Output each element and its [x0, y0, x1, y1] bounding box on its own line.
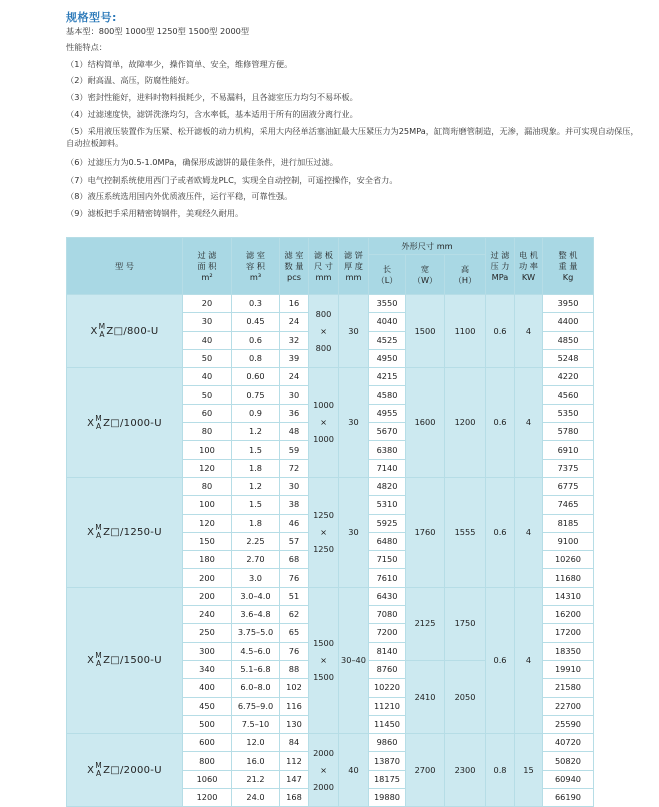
- model-label: [90, 322, 159, 340]
- cell-volume: 1.2: [232, 423, 280, 441]
- cell-volume: 2.25: [232, 532, 280, 550]
- cell-volume: 6.75–9.0: [232, 697, 280, 715]
- cell-weight: 18350: [543, 642, 594, 660]
- cell-length: 8140: [369, 642, 406, 660]
- cell-weight: 22700: [543, 697, 594, 715]
- cell-length: 5670: [369, 423, 406, 441]
- cell-area: 800: [183, 752, 232, 770]
- col-dims: 外形尺寸 mm: [369, 238, 486, 255]
- feature-item: （6）过滤压力为0.5-1.0MPa，确保形成滤饼的最佳条件，进行加压过滤。: [66, 157, 338, 167]
- cell-volume: 3.75–5.0: [232, 624, 280, 642]
- col-height: [445, 255, 486, 295]
- cell-length: 7200: [369, 624, 406, 642]
- cell-width: 1600: [406, 368, 445, 478]
- cell-width: 1760: [406, 477, 445, 587]
- cell-length: 13870: [369, 752, 406, 770]
- cell-count: 38: [280, 496, 309, 514]
- col-area: [183, 238, 232, 295]
- model-name: [67, 587, 183, 733]
- col-model: 型 号: [67, 238, 183, 295]
- cell-pressure: 0.8: [486, 734, 515, 807]
- cell-cake: 30: [339, 295, 369, 368]
- feature-item: （8）液压系统选用国内外优质液压件，运行平稳，可靠性强。: [66, 191, 293, 201]
- cell-area: 150: [183, 532, 232, 550]
- cell-length: 4525: [369, 331, 406, 349]
- cell-length: 10220: [369, 679, 406, 697]
- cell-length: 5310: [369, 496, 406, 514]
- feature-item: （5）采用液压装置作为压紧、松开滤板的动力机构，采用大内径单活塞油缸最大压紧压力为25MPa，缸筒珩磨管制造，无渗，漏油现象。并可实现自动保压，自动拉板卸料。: [66, 126, 639, 148]
- cell-pressure: 0.6: [486, 295, 515, 368]
- cell-area: 180: [183, 551, 232, 569]
- cell-count: 68: [280, 551, 309, 569]
- model-sub: A: [95, 769, 102, 779]
- feature-item: （3）密封性能好，进料时物料损耗少，不易漏料，且各滤室压力均匀不易坏板。: [66, 92, 358, 102]
- cell-power: 4: [515, 477, 543, 587]
- cell-weight: 6910: [543, 441, 594, 459]
- plate-line: ×: [320, 417, 327, 428]
- header-line: 厚 度: [344, 260, 363, 271]
- cell-count: 59: [280, 441, 309, 459]
- model-sub: A: [95, 659, 102, 669]
- cell-volume: 0.45: [232, 313, 280, 331]
- plate-line: 800: [315, 308, 332, 319]
- cell-length: 6430: [369, 587, 406, 605]
- cell-area: 300: [183, 642, 232, 660]
- plate-line: ×: [320, 764, 327, 775]
- cell-volume: 3.0: [232, 569, 280, 587]
- cell-weight: 8185: [543, 514, 594, 532]
- header-line: （W）: [412, 274, 438, 285]
- feature-item: （9）滤板把手采用精密铸钢件，美观经久耐用。: [66, 208, 244, 218]
- cell-weight: 60940: [543, 770, 594, 788]
- cell-volume: 3.0–4.0: [232, 587, 280, 605]
- model-label: [87, 761, 162, 779]
- cell-length: 4040: [369, 313, 406, 331]
- cell-length: 7610: [369, 569, 406, 587]
- feature-item: （7）电气控制系统使用西门子或者欧姆龙PLC，实现全自动控制，可遥控操作，安全省力。: [66, 175, 398, 185]
- cell-area: 200: [183, 569, 232, 587]
- cell-volume: 0.6: [232, 331, 280, 349]
- cell-volume: 0.60: [232, 368, 280, 386]
- cell-volume: 4.5–6.0: [232, 642, 280, 660]
- cell-length: 4950: [369, 349, 406, 367]
- table-row: [67, 368, 594, 386]
- cell-area: 240: [183, 606, 232, 624]
- cell-count: 65: [280, 624, 309, 642]
- header-line: 重 量: [558, 260, 578, 271]
- cell-weight: 4560: [543, 386, 594, 404]
- header-row: [67, 238, 594, 255]
- cell-length: 4955: [369, 404, 406, 422]
- cell-plate: [309, 477, 339, 587]
- cell-area: 30: [183, 313, 232, 331]
- cell-area: 120: [183, 514, 232, 532]
- cell-volume: 1.5: [232, 496, 280, 514]
- model-sup: M: [98, 322, 106, 332]
- cell-volume: 1.8: [232, 459, 280, 477]
- cell-weight: 6775: [543, 477, 594, 495]
- cell-weight: 10260: [543, 551, 594, 569]
- cell-volume: 1.2: [232, 477, 280, 495]
- cell-count: 46: [280, 514, 309, 532]
- cell-pressure: 0.6: [486, 477, 515, 587]
- header-line: 整 机: [558, 249, 578, 260]
- cell-count: 147: [280, 770, 309, 788]
- header-line: KW: [521, 271, 536, 282]
- col-cake: [339, 238, 369, 295]
- cell-weight: 4220: [543, 368, 594, 386]
- table-row: [67, 295, 594, 313]
- cell-weight: 17200: [543, 624, 594, 642]
- cell-area: 600: [183, 734, 232, 752]
- cell-weight: 7465: [543, 496, 594, 514]
- cell-area: 1200: [183, 789, 232, 807]
- header-line: 长: [382, 263, 392, 274]
- header-line: pcs: [287, 271, 301, 282]
- header-line: 尺 寸: [314, 260, 333, 271]
- model-sup: M: [95, 761, 103, 771]
- plate-line: 1500: [313, 671, 334, 682]
- cell-width: 2125: [406, 587, 445, 660]
- cell-area: 400: [183, 679, 232, 697]
- cell-area: 80: [183, 423, 232, 441]
- model-sub-sup: [95, 762, 102, 778]
- header-line: 过 滤: [197, 249, 217, 260]
- cell-volume: 7.5–10: [232, 715, 280, 733]
- cell-length: 19880: [369, 789, 406, 807]
- cell-count: 112: [280, 752, 309, 770]
- cell-count: 72: [280, 459, 309, 477]
- cell-count: 36: [280, 404, 309, 422]
- model-mid: Z□/: [103, 655, 124, 667]
- cell-area: 250: [183, 624, 232, 642]
- cell-volume: 0.8: [232, 349, 280, 367]
- cell-count: 30: [280, 386, 309, 404]
- cell-count: 62: [280, 606, 309, 624]
- header-line: mm: [345, 271, 362, 282]
- cell-plate: [309, 295, 339, 368]
- cell-count: 24: [280, 368, 309, 386]
- plate-line: 2000: [313, 781, 334, 792]
- cell-area: 100: [183, 441, 232, 459]
- cell-count: 102: [280, 679, 309, 697]
- cell-pressure: 0.6: [486, 587, 515, 733]
- table-row: [67, 587, 594, 605]
- col-length: [369, 255, 406, 295]
- cell-area: 500: [183, 715, 232, 733]
- cell-weight: 14310: [543, 587, 594, 605]
- cell-power: 4: [515, 587, 543, 733]
- model-suffix: 800-U: [127, 326, 159, 338]
- cell-volume: 12.0: [232, 734, 280, 752]
- plate-line: ×: [320, 526, 327, 537]
- cell-area: 1060: [183, 770, 232, 788]
- col-volume: [232, 238, 280, 295]
- cell-plate: [309, 368, 339, 478]
- model-sup: M: [95, 523, 103, 533]
- cell-width: 1500: [406, 295, 445, 368]
- cell-volume: 0.9: [232, 404, 280, 422]
- model-sup: M: [95, 413, 103, 423]
- cell-weight: 19910: [543, 660, 594, 678]
- cell-count: 32: [280, 331, 309, 349]
- model-label: [87, 413, 162, 431]
- cell-area: 20: [183, 295, 232, 313]
- cell-volume: 5.1–6.8: [232, 660, 280, 678]
- model-mid: Z□/: [103, 765, 124, 777]
- cell-volume: 1.8: [232, 514, 280, 532]
- cell-length: 9860: [369, 734, 406, 752]
- plate-line: 1250: [313, 543, 334, 554]
- cell-count: 88: [280, 660, 309, 678]
- cell-height: 1200: [445, 368, 486, 478]
- cell-count: 39: [280, 349, 309, 367]
- cell-count: 24: [280, 313, 309, 331]
- cell-area: 40: [183, 368, 232, 386]
- feature-item: （2）耐高温、高压，防腐性能好。: [66, 75, 195, 85]
- model-name: [67, 295, 183, 368]
- model-prefix: X: [90, 326, 98, 338]
- header-line: 功 率: [519, 260, 538, 271]
- cell-length: 7080: [369, 606, 406, 624]
- header-line: Kg: [562, 271, 574, 282]
- cell-volume: 0.3: [232, 295, 280, 313]
- cell-volume: 3.6–4.8: [232, 606, 280, 624]
- model-sub-sup: [95, 652, 102, 668]
- cell-length: 4820: [369, 477, 406, 495]
- cell-height: 1750: [445, 587, 486, 660]
- cell-volume: 1.5: [232, 441, 280, 459]
- cell-length: 6380: [369, 441, 406, 459]
- header-line: MPa: [491, 271, 509, 282]
- header-line: 数 量: [284, 260, 304, 271]
- cell-length: 6480: [369, 532, 406, 550]
- cell-length: 4580: [369, 386, 406, 404]
- cell-length: 11210: [369, 697, 406, 715]
- plate-line: 800: [315, 342, 332, 353]
- cell-height: 2300: [445, 734, 486, 807]
- plate-line: 1500: [313, 637, 334, 648]
- cell-volume: 6.0–8.0: [232, 679, 280, 697]
- model-label: [87, 523, 162, 541]
- model-mid: Z□/: [106, 326, 127, 338]
- col-pressure: [486, 238, 515, 295]
- header-line: 滤 饼: [344, 249, 363, 260]
- feature-item: （1）结构简单，故障率少，操作简单、安全，维修管理方便。: [66, 59, 293, 69]
- header-line: 过 滤: [490, 249, 510, 260]
- model-name: [67, 368, 183, 478]
- feature-item: （4）过滤速度快，滤饼洗涤均匀，含水率低，基本适用于所有的固液分离行业。: [66, 109, 358, 119]
- header-line: 高: [460, 263, 470, 274]
- model-sub: A: [99, 330, 105, 340]
- col-weight: [543, 238, 594, 295]
- cell-volume: 16.0: [232, 752, 280, 770]
- cell-volume: 2.70: [232, 551, 280, 569]
- cell-count: 16: [280, 295, 309, 313]
- header-line: 容 积: [246, 260, 265, 271]
- cell-cake: 30: [339, 477, 369, 587]
- cell-length: 8760: [369, 660, 406, 678]
- model-sub-sup: [95, 524, 102, 540]
- cell-weight: 11680: [543, 569, 594, 587]
- col-width: [406, 255, 445, 295]
- cell-weight: 4850: [543, 331, 594, 349]
- cell-length: 5925: [369, 514, 406, 532]
- cell-weight: 25590: [543, 715, 594, 733]
- cell-length: 7150: [369, 551, 406, 569]
- cell-area: 50: [183, 349, 232, 367]
- model-prefix: X: [87, 655, 95, 667]
- cell-area: 340: [183, 660, 232, 678]
- plate-line: 1000: [313, 400, 334, 411]
- model-suffix: 1250-U: [123, 527, 162, 539]
- header-line: 滤 室: [284, 249, 304, 260]
- cell-length: 11450: [369, 715, 406, 733]
- cell-power: 4: [515, 368, 543, 478]
- cell-weight: 16200: [543, 606, 594, 624]
- cell-width: 2410: [406, 660, 445, 733]
- cell-cake: 40: [339, 734, 369, 807]
- model-prefix: X: [87, 765, 95, 777]
- cell-area: 80: [183, 477, 232, 495]
- col-power: [515, 238, 543, 295]
- col-count: [280, 238, 309, 295]
- model-sup: M: [95, 651, 103, 661]
- cell-height: 1100: [445, 295, 486, 368]
- plate-line: ×: [320, 654, 327, 665]
- cell-height: 1555: [445, 477, 486, 587]
- table-row: [67, 477, 594, 495]
- plate-line: ×: [320, 325, 327, 336]
- header-line: mm: [315, 271, 332, 282]
- cell-count: 76: [280, 569, 309, 587]
- cell-count: 168: [280, 789, 309, 807]
- cell-count: 57: [280, 532, 309, 550]
- plate-line: 2000: [313, 747, 334, 758]
- cell-weight: 9100: [543, 532, 594, 550]
- cell-area: 60: [183, 404, 232, 422]
- model-mid: Z□/: [103, 527, 124, 539]
- cell-length: 3550: [369, 295, 406, 313]
- header-line: 电 机: [519, 249, 538, 260]
- basic-models-line: 基本型：800型 1000型 1250型 1500型 2000型: [66, 26, 250, 36]
- model-prefix: X: [87, 417, 95, 429]
- cell-power: 15: [515, 734, 543, 807]
- cell-area: 50: [183, 386, 232, 404]
- cell-weight: 40720: [543, 734, 594, 752]
- header-line: 滤 室: [246, 249, 265, 260]
- features-title: 性能特点：: [66, 42, 107, 52]
- header-line: 面 积: [197, 260, 217, 271]
- cell-weight: 5780: [543, 423, 594, 441]
- model-mid: Z□/: [103, 417, 124, 429]
- cell-height: 2050: [445, 660, 486, 733]
- cell-weight: 3950: [543, 295, 594, 313]
- model-sub: A: [95, 421, 102, 431]
- cell-weight: 21580: [543, 679, 594, 697]
- cell-area: 100: [183, 496, 232, 514]
- model-suffix: 1000-U: [123, 417, 162, 429]
- cell-area: 200: [183, 587, 232, 605]
- model-prefix: X: [87, 527, 95, 539]
- cell-weight: 50820: [543, 752, 594, 770]
- plate-line: 1250: [313, 509, 334, 520]
- model-sub: A: [95, 531, 102, 541]
- header-line: 滤 板: [314, 249, 333, 260]
- cell-cake: 30: [339, 368, 369, 478]
- cell-area: 120: [183, 459, 232, 477]
- cell-weight: 66190: [543, 789, 594, 807]
- cell-weight: 5350: [543, 404, 594, 422]
- cell-weight: 4400: [543, 313, 594, 331]
- cell-count: 116: [280, 697, 309, 715]
- cell-count: 130: [280, 715, 309, 733]
- cell-count: 30: [280, 477, 309, 495]
- model-sub-sup: [99, 323, 106, 339]
- cell-plate: [309, 587, 339, 733]
- cell-weight: 5248: [543, 349, 594, 367]
- cell-pressure: 0.6: [486, 368, 515, 478]
- header-line: m²: [201, 271, 213, 282]
- cell-power: 4: [515, 295, 543, 368]
- model-name: [67, 734, 183, 807]
- cell-area: 450: [183, 697, 232, 715]
- cell-count: 76: [280, 642, 309, 660]
- cell-volume: 0.75: [232, 386, 280, 404]
- model-suffix: 1500-U: [123, 655, 162, 667]
- header-line: 压 力: [490, 260, 510, 271]
- table-row: [67, 734, 594, 752]
- model-suffix: 2000-U: [123, 765, 162, 777]
- model-label: [87, 651, 162, 669]
- header-line: m³: [249, 271, 262, 282]
- model-sub-sup: [95, 415, 102, 431]
- spec-table: [66, 237, 594, 807]
- col-plate: [309, 238, 339, 295]
- plate-line: 1000: [313, 434, 334, 445]
- cell-plate: [309, 734, 339, 807]
- cell-width: 2700: [406, 734, 445, 807]
- cell-count: 51: [280, 587, 309, 605]
- header-line: （L）: [376, 274, 398, 285]
- cell-length: 18175: [369, 770, 406, 788]
- cell-count: 84: [280, 734, 309, 752]
- cell-count: 48: [280, 423, 309, 441]
- cell-length: 7140: [369, 459, 406, 477]
- cell-length: 4215: [369, 368, 406, 386]
- model-name: [67, 477, 183, 587]
- header-line: （H）: [453, 274, 477, 285]
- cell-area: 40: [183, 331, 232, 349]
- cell-cake: 30–40: [339, 587, 369, 733]
- cell-weight: 7375: [543, 459, 594, 477]
- cell-volume: 21.2: [232, 770, 280, 788]
- cell-volume: 24.0: [232, 789, 280, 807]
- header-line: 宽: [420, 263, 430, 274]
- spec-heading: 规格型号:: [66, 11, 117, 24]
